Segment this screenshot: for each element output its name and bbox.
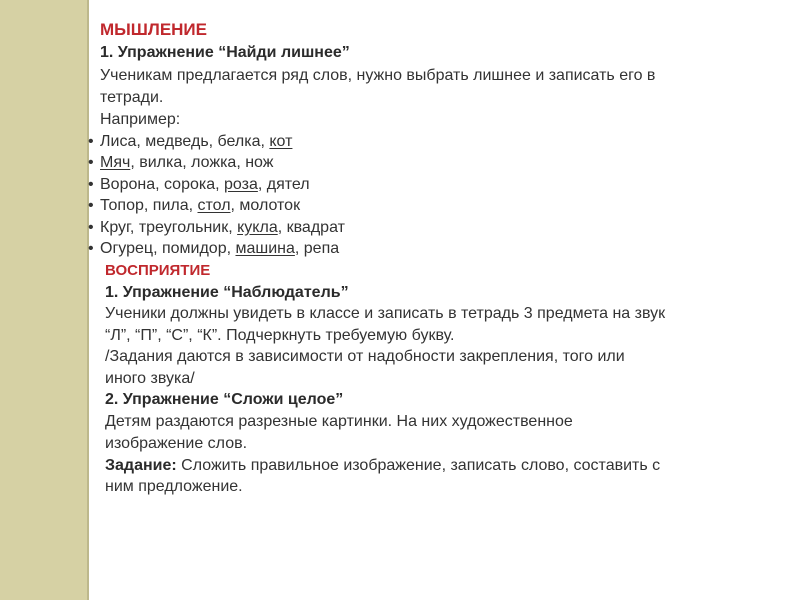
odd-word: Мяч <box>100 154 131 171</box>
left-decorative-bar <box>0 0 89 600</box>
exercise-description-line: изображение слов. <box>105 435 248 452</box>
bullet: • <box>88 133 94 150</box>
list-item: • Топор, пила, стол, молоток <box>88 197 301 214</box>
exercise-description-line: Ученикам предлагается ряд слов, нужно выбрать лишнее и записать его в <box>100 67 656 84</box>
exercise-title-assemble-whole: 2. Упражнение “Сложи целое” <box>105 391 344 408</box>
exercise-description-line: /Задания даются в зависимости от надобности закрепления, того или <box>105 348 625 365</box>
bullet: • <box>88 176 94 193</box>
exercise-description-line: Ученики должны увидеть в классе и записать в тетрадь 3 предмета на звук <box>105 305 666 322</box>
odd-word: машина <box>235 240 295 257</box>
section-title-perception: ВОСПРИЯТИЕ <box>105 262 211 279</box>
task-line: Задание: Сложить правильное изображение, записать слово, составить с <box>105 457 661 474</box>
bullet: • <box>88 240 94 257</box>
example-label: Например: <box>100 111 181 128</box>
list-item: • Мяч, вилка, ложка, нож <box>88 154 274 171</box>
odd-word: кукла <box>237 219 278 236</box>
list-item: • Огурец, помидор, машина, репа <box>88 240 340 257</box>
exercise-title-find-odd: 1. Упражнение “Найди лишнее” <box>100 44 350 61</box>
task-line: ним предложение. <box>105 478 243 495</box>
bullet: • <box>88 197 94 214</box>
list-item: • Ворона, сорока, роза, дятел <box>88 176 310 193</box>
bullet: • <box>88 219 94 236</box>
exercise-description-line: “Л”, “П”, “С”, “К”. Подчеркнуть требуемую букву. <box>105 327 455 344</box>
bullet: • <box>88 154 94 171</box>
section-title-thinking: МЫШЛЕНИЕ <box>100 20 207 39</box>
exercise-description-line: тетради. <box>100 89 164 106</box>
exercise-title-observer: 1. Упражнение “Наблюдатель” <box>105 284 349 301</box>
odd-word: кот <box>269 133 293 150</box>
slide-content <box>87 0 800 600</box>
exercise-description-line: Детям раздаются разрезные картинки. На них художественное <box>105 413 573 430</box>
list-item: • Лиса, медведь, белка, кот <box>88 133 293 150</box>
odd-word: роза <box>224 176 258 193</box>
odd-word: стол <box>197 197 231 214</box>
list-item: • Круг, треугольник, кукла, квадрат <box>88 219 345 236</box>
exercise-description-line: иного звука/ <box>105 370 195 387</box>
task-label: Задание: <box>105 457 177 474</box>
